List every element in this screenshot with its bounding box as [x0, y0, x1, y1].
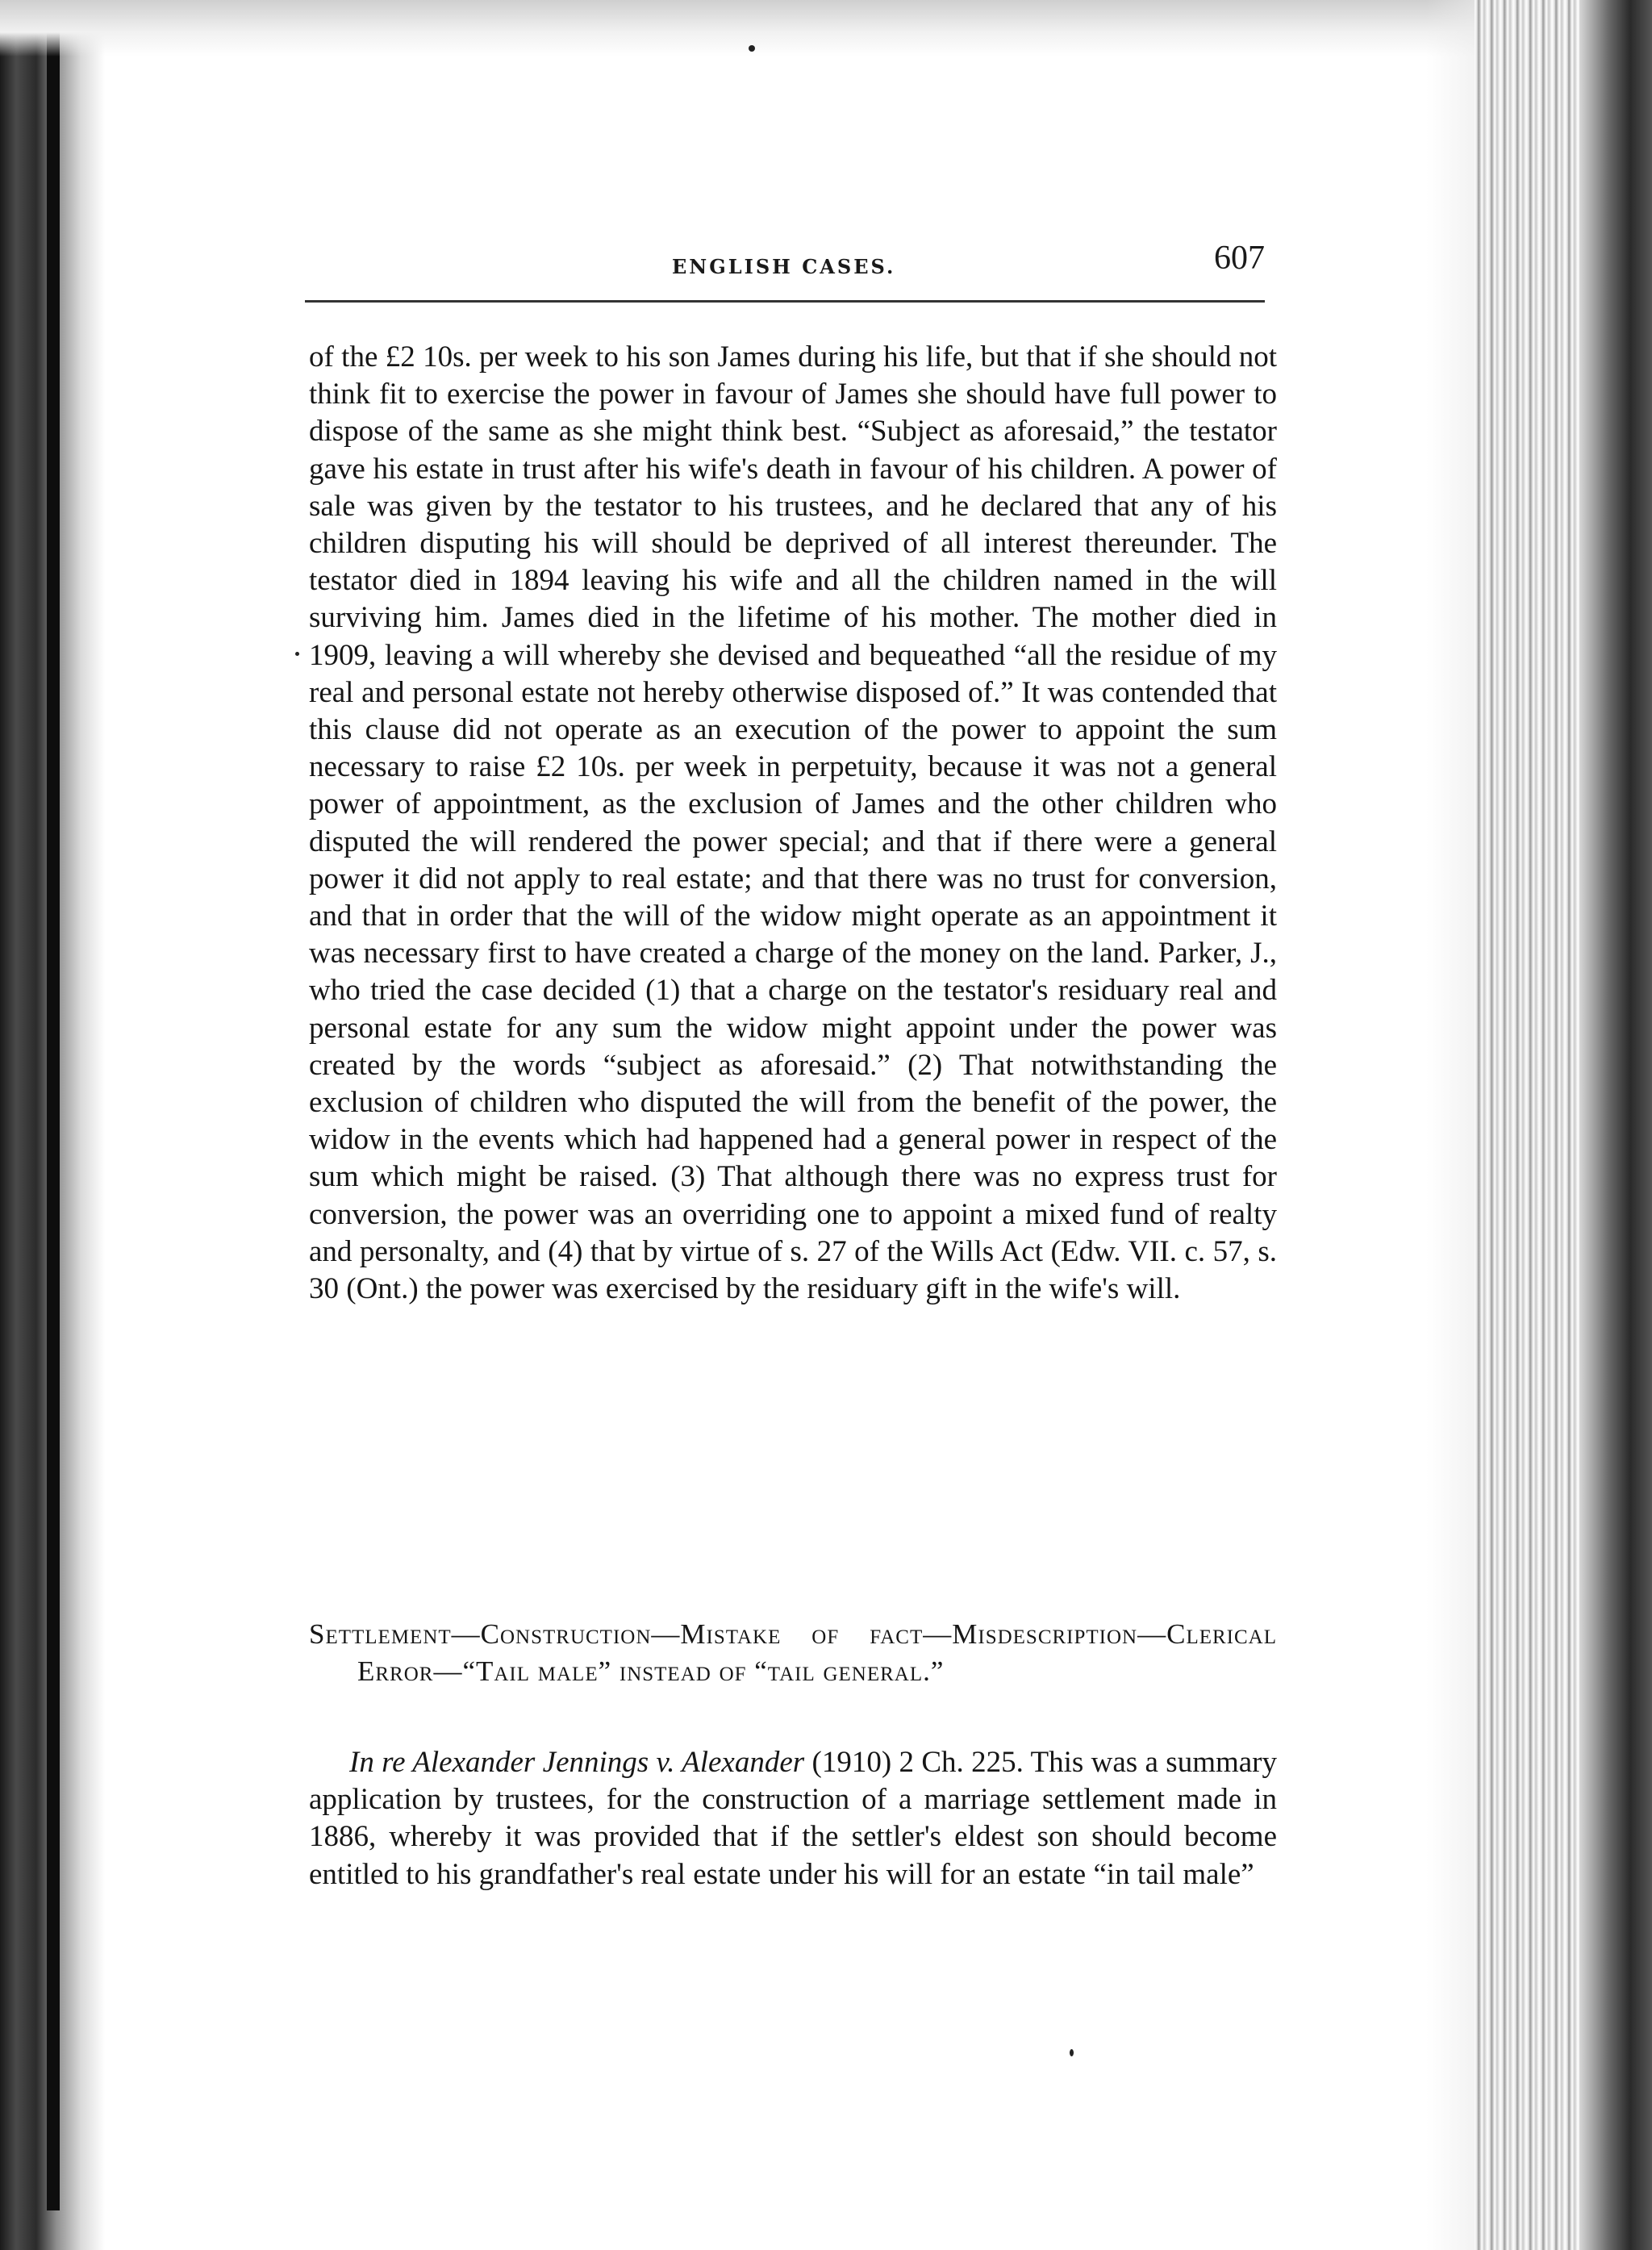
case-paragraph-text — [309, 1744, 1277, 1893]
scan-speck — [295, 652, 299, 656]
scan-right-edge — [1579, 0, 1652, 2250]
case-name: In re Alexander Jennings v. Alexander — [349, 1746, 805, 1779]
scan-top-edge — [0, 0, 1652, 56]
paragraph-text: of the £2 10s. per week to his son James during his life, but that if she should not think fit to exercise the power in favour of James she should have full power to dispose of the same as she might think best. “Subject as aforesaid,” the testator gave his estate in trust after his wife's death in favour of his children. A power of sale was given by the testator to his trustees, and he declared that any of his children disputing his will should be deprived of all interest thereunder. The testator died in 1894 leaving his wife and all the children named in the will surviving him. James died in the lifetime of his mother. The mother died in 1909, leaving a will whereby she devised and bequeathed “all the residue of my real and personal estate not hereby otherwise disposed of.” It was contended that this clause did not operate as an execution of the power to appoint the sum necessary to raise £2 10s. per week in perpetuity, because it was not a general power of appointment, as the exclusion of James and the other children who disputed the will rendered the power special; and that if there were a general power it did not apply to real estate; and that there was no trust for conversion, and that in order that the will of the widow might operate as an appointment it was necessary first to have created a charge of the money on the land. Parker, J., who tried the case decided (1) that a charge on the testator's residuary real and personal estate for any sum the widow might appoint under the power was created by the words “subject as aforesaid.” (2) That notwithstanding the exclusion of children who disputed the will from the benefit of the power, the widow in the events which had happened had a general power in respect of the sum which might be raised. (3) That although there was no express trust for conversion, the power was an overriding one to appoint a mixed fund of realty and personalty, and (4) that by virtue of s. 27 of the Wills Act (Edw. VII. c. 57, s. 30 (Ont.) the power was exercised by the residuary gift in the wife's will. — [309, 340, 1277, 1306]
running-head: ENGLISH CASES. — [672, 255, 896, 278]
page-number: 607 — [1214, 240, 1265, 277]
section-heading: Settlement—Construction—Mistake of fact—Misdescription—Clerical Error—“Tail male” instead of “tail general.” — [309, 1618, 1277, 1687]
scan-right-fade — [1426, 0, 1475, 2250]
case-citation: (1910) 2 Ch. 225. — [804, 1746, 1024, 1779]
scan-binding-shadow — [47, 32, 60, 2210]
page-header — [305, 239, 1265, 287]
case-text: This was a summary application by trustees, for the construction of a marriage settlement made in 1886, whereby it was provided that if the settler's eldest son should become entitled to his grandfather's real estate under his will for an estate “in tail male” — [309, 1746, 1277, 1891]
scan-speck — [1070, 2049, 1074, 2056]
scan-speck — [749, 45, 755, 52]
case-paragraph — [309, 1744, 1277, 1893]
header-rule — [305, 300, 1265, 303]
body-paragraph — [309, 339, 1277, 1308]
